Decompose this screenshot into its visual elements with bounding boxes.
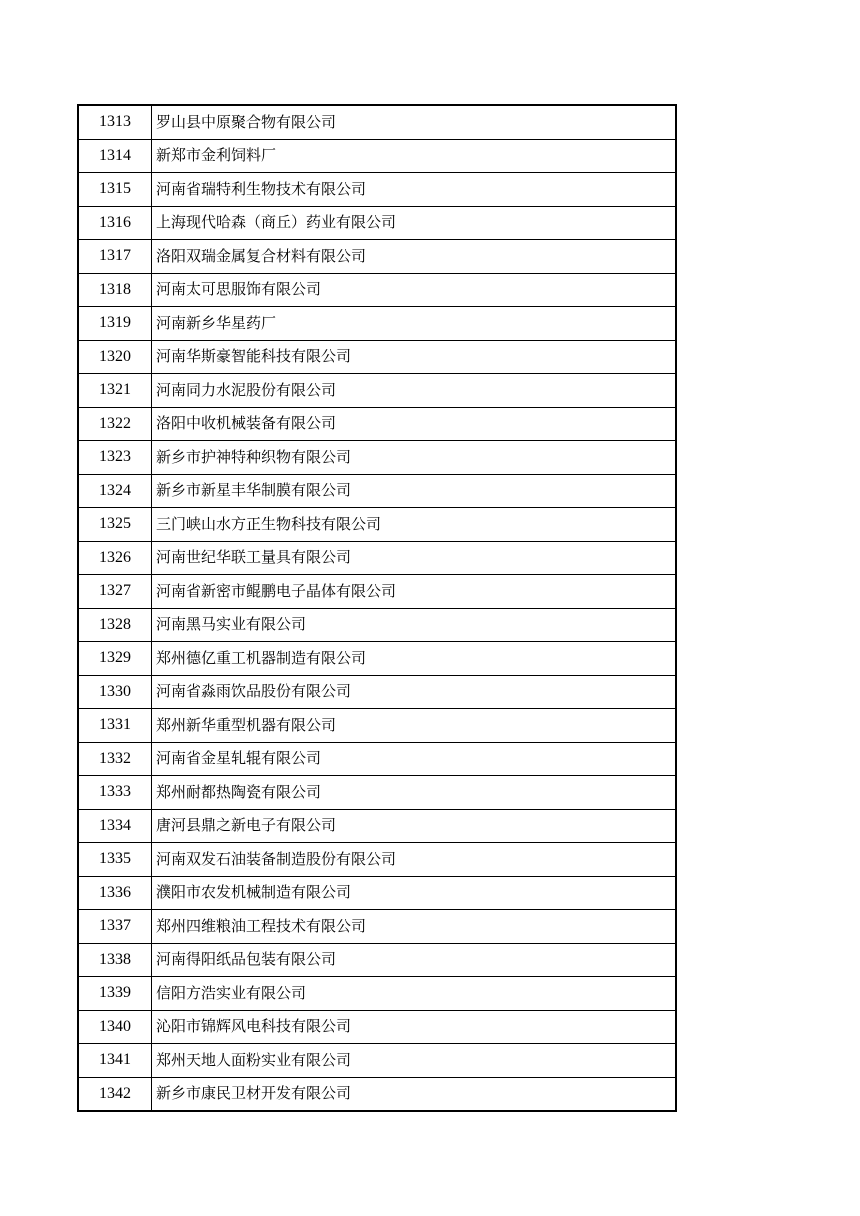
row-number-cell: 1337: [78, 910, 152, 944]
row-number-cell: 1331: [78, 709, 152, 743]
company-name-cell: 唐河县鼎之新电子有限公司: [152, 809, 677, 843]
table-row: [78, 307, 676, 341]
table-row: [78, 843, 676, 877]
row-number-cell: 1334: [78, 809, 152, 843]
table-row: [78, 809, 676, 843]
company-name-cell: 河南省金星轧辊有限公司: [152, 742, 677, 776]
table-row: [78, 407, 676, 441]
table-body: [78, 105, 676, 1111]
table-row: [78, 910, 676, 944]
company-name-cell: 新郑市金利饲料厂: [152, 139, 677, 173]
table-row: [78, 340, 676, 374]
table-row: [78, 206, 676, 240]
row-number-cell: 1322: [78, 407, 152, 441]
row-number-cell: 1330: [78, 675, 152, 709]
row-number-cell: 1328: [78, 608, 152, 642]
row-number-cell: 1324: [78, 474, 152, 508]
table-row: [78, 742, 676, 776]
row-number-cell: 1326: [78, 541, 152, 575]
company-name-cell: 罗山县中原聚合物有限公司: [152, 105, 677, 139]
row-number-cell: 1340: [78, 1010, 152, 1044]
row-number-cell: 1336: [78, 876, 152, 910]
table-row: [78, 1077, 676, 1111]
company-name-cell: 河南得阳纸品包装有限公司: [152, 943, 677, 977]
company-name-cell: 河南新乡华星药厂: [152, 307, 677, 341]
company-name-cell: 郑州耐都热陶瓷有限公司: [152, 776, 677, 810]
row-number-cell: 1338: [78, 943, 152, 977]
company-name-cell: 郑州天地人面粉实业有限公司: [152, 1044, 677, 1078]
row-number-cell: 1314: [78, 139, 152, 173]
table-row: [78, 508, 676, 542]
company-list-table: [77, 104, 677, 1112]
company-name-cell: 河南华斯豪智能科技有限公司: [152, 340, 677, 374]
table-row: [78, 709, 676, 743]
company-name-cell: 洛阳双瑞金属复合材料有限公司: [152, 240, 677, 274]
table-row: [78, 776, 676, 810]
row-number-cell: 1341: [78, 1044, 152, 1078]
row-number-cell: 1335: [78, 843, 152, 877]
table-row: [78, 608, 676, 642]
table-row: [78, 642, 676, 676]
company-name-cell: 新乡市护神特种织物有限公司: [152, 441, 677, 475]
row-number-cell: 1317: [78, 240, 152, 274]
company-name-cell: 河南双发石油装备制造股份有限公司: [152, 843, 677, 877]
table-row: [78, 374, 676, 408]
table-row: [78, 876, 676, 910]
table-row: [78, 675, 676, 709]
row-number-cell: 1332: [78, 742, 152, 776]
row-number-cell: 1325: [78, 508, 152, 542]
table-row: [78, 1010, 676, 1044]
table-row: [78, 240, 676, 274]
table-row: [78, 474, 676, 508]
row-number-cell: 1316: [78, 206, 152, 240]
row-number-cell: 1320: [78, 340, 152, 374]
table-row: [78, 273, 676, 307]
company-name-cell: 河南黑马实业有限公司: [152, 608, 677, 642]
company-name-cell: 信阳方浩实业有限公司: [152, 977, 677, 1011]
company-name-cell: 河南世纪华联工量具有限公司: [152, 541, 677, 575]
table-row: [78, 943, 676, 977]
company-name-cell: 郑州德亿重工机器制造有限公司: [152, 642, 677, 676]
company-name-cell: 河南太可思服饰有限公司: [152, 273, 677, 307]
company-name-cell: 上海现代哈森（商丘）药业有限公司: [152, 206, 677, 240]
company-name-cell: 河南省新密市鲲鹏电子晶体有限公司: [152, 575, 677, 609]
row-number-cell: 1327: [78, 575, 152, 609]
row-number-cell: 1318: [78, 273, 152, 307]
company-name-cell: 三门峡山水方正生物科技有限公司: [152, 508, 677, 542]
company-name-cell: 河南省淼雨饮品股份有限公司: [152, 675, 677, 709]
row-number-cell: 1339: [78, 977, 152, 1011]
row-number-cell: 1329: [78, 642, 152, 676]
row-number-cell: 1313: [78, 105, 152, 139]
table-row: [78, 575, 676, 609]
company-name-cell: 河南同力水泥股份有限公司: [152, 374, 677, 408]
company-name-cell: 郑州新华重型机器有限公司: [152, 709, 677, 743]
row-number-cell: 1315: [78, 173, 152, 207]
table-row: [78, 105, 676, 139]
table-row: [78, 173, 676, 207]
table-row: [78, 541, 676, 575]
company-name-cell: 河南省瑞特利生物技术有限公司: [152, 173, 677, 207]
row-number-cell: 1319: [78, 307, 152, 341]
table-row: [78, 977, 676, 1011]
row-number-cell: 1333: [78, 776, 152, 810]
table-row: [78, 139, 676, 173]
row-number-cell: 1321: [78, 374, 152, 408]
company-name-cell: 沁阳市锦辉风电科技有限公司: [152, 1010, 677, 1044]
table-row: [78, 441, 676, 475]
company-name-cell: 郑州四维粮油工程技术有限公司: [152, 910, 677, 944]
row-number-cell: 1323: [78, 441, 152, 475]
company-name-cell: 濮阳市农发机械制造有限公司: [152, 876, 677, 910]
company-name-cell: 洛阳中收机械装备有限公司: [152, 407, 677, 441]
row-number-cell: 1342: [78, 1077, 152, 1111]
company-name-cell: 新乡市康民卫材开发有限公司: [152, 1077, 677, 1111]
company-name-cell: 新乡市新星丰华制膜有限公司: [152, 474, 677, 508]
table-row: [78, 1044, 676, 1078]
